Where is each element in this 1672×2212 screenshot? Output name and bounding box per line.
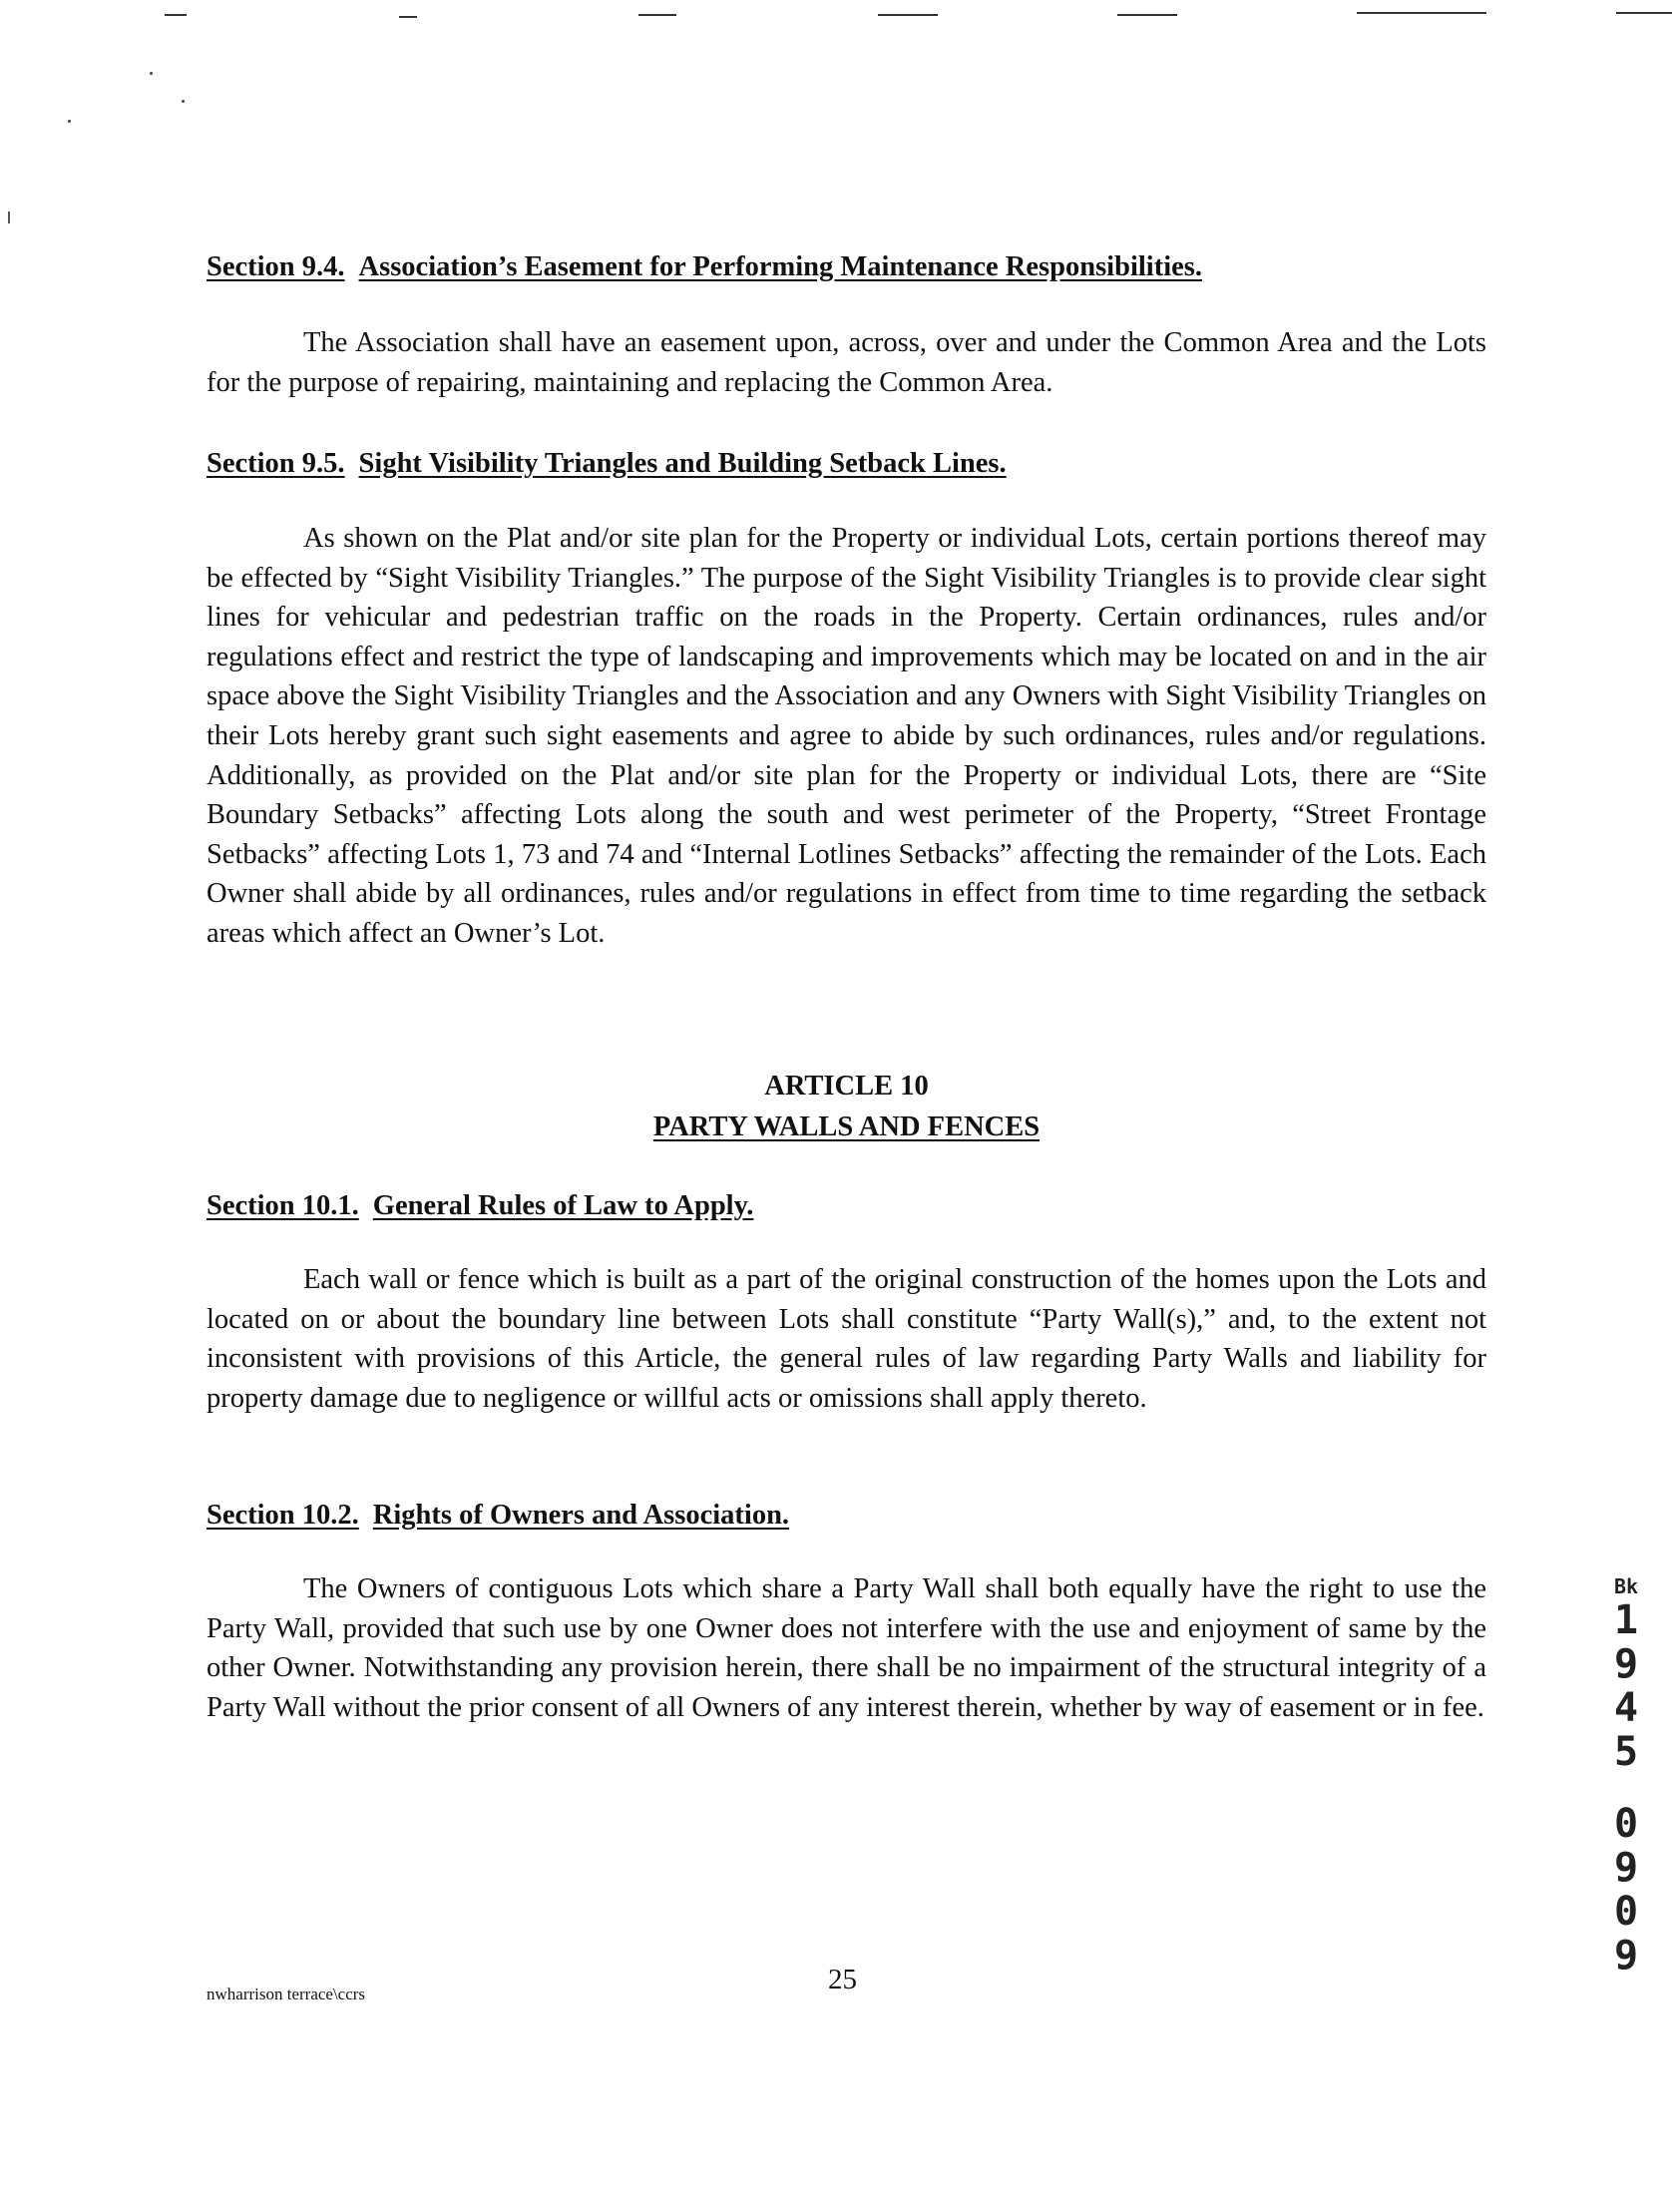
page-number: 25: [828, 1964, 857, 1995]
section-number: Section 9.5.: [207, 448, 345, 479]
section-title: Sight Visibility Triangles and Building Setback Lines.: [358, 448, 1007, 479]
section-number: Section 10.1.: [207, 1190, 359, 1221]
section-heading: [207, 251, 1202, 283]
scan-mark: [1117, 14, 1177, 16]
section-body: Each wall or fence which is built as a part of the original construction of the homes upon the Lots and located on or about the boundary line between Lots shall constitute “Party Wall(s),” and, to the extent not inconsistent with provisions of this Article, the general rules of law regarding Party Walls and liability for property damage due to negligence or willful acts or omissions shall apply thereto.: [207, 1264, 1486, 1414]
stamp-digit: 0: [1613, 1801, 1639, 1847]
section-heading: [207, 448, 1007, 480]
scan-mark: [1616, 12, 1672, 14]
section-number: Section 9.4.: [207, 251, 345, 282]
footer-file-path: nwharrison terrace\ccrs: [207, 1985, 366, 2003]
scan-dot: [150, 72, 153, 75]
stamp-digit: 4: [1613, 1685, 1639, 1731]
stamp-digit: 9: [1613, 1933, 1639, 1979]
article-number: ARTICLE 10: [764, 1071, 929, 1102]
stamp-digit: 9: [1613, 1845, 1639, 1891]
scan-mark: [165, 14, 187, 16]
section-heading: [207, 1190, 753, 1222]
section-title: General Rules of Law to Apply.: [372, 1190, 754, 1221]
scan-mark: [1357, 12, 1486, 14]
stamp-digit: 1: [1613, 1597, 1639, 1643]
section-number: Section 10.2.: [207, 1500, 359, 1531]
margin-recording-stamp: [1606, 1574, 1646, 1978]
section-body: The Owners of contiguous Lots which share a Party Wall shall both equally have the right to use the Party Wall, provided that such use by one Owner does not interfere with the use and enjoyment of same by the other Owner. Notwithstanding any provision herein, there shall be no impairment of the structural integrity of a Party Wall without the prior consent of all Owners of any interest therein, whether by way of easement or in fee.: [207, 1573, 1486, 1723]
scan-dot: [182, 100, 185, 103]
section-heading: [207, 1500, 789, 1532]
scan-mark: [8, 212, 10, 223]
stamp-digit: 9: [1613, 1641, 1639, 1687]
scan-mark: [878, 14, 938, 16]
scan-mark: [638, 14, 676, 16]
scan-mark: [399, 16, 417, 18]
section-title: Rights of Owners and Association.: [372, 1500, 790, 1531]
section-title: Association’s Easement for Performing Maintenance Responsibilities.: [358, 251, 1202, 282]
article-title: PARTY WALLS AND FENCES: [652, 1111, 1041, 1142]
section-body: The Association shall have an easement upon, across, over and under the Common Area and the Lots for the purpose of repairing, maintaining and replacing the Common Area.: [207, 327, 1486, 398]
stamp-prefix: Bk: [1613, 1574, 1639, 1598]
section-body: As shown on the Plat and/or site plan for the Property or individual Lots, certain portions thereof may be effected by “Sight Visibility Triangles.” The purpose of the Sight Visibility Triangles is to provide clear sight lines for vehicular and pedestrian traffic on the roads in the Property. Certain ordinances, rules and/or regulations effect and restrict the type of landscaping and improvements which may be located on and in the air space above the Sight Visibility Triangles and the Association and any Owners with Sight Visibility Triangles on their Lots hereby grant such sight easements and agree to abide by such ordinances, rules and/or regulations. Additionally, as provided on the Plat and/or site plan for the Property or individual Lots, there are “Site Boundary Setbacks” affecting Lots along the south and west perimeter of the Property, “Street Frontage Setbacks” affecting Lots 1, 73 and 74 and “Internal Lotlines Setbacks” affecting the remainder of the Lots. Each Owner shall abide by all ordinances, rules and/or regulations in effect from time to time regarding the setback areas which affect an Owner’s Lot.: [207, 523, 1486, 949]
scan-dot: [68, 120, 71, 123]
stamp-digit: 0: [1613, 1889, 1639, 1935]
article-heading: [207, 1066, 1486, 1147]
stamp-digit: 5: [1613, 1729, 1639, 1775]
